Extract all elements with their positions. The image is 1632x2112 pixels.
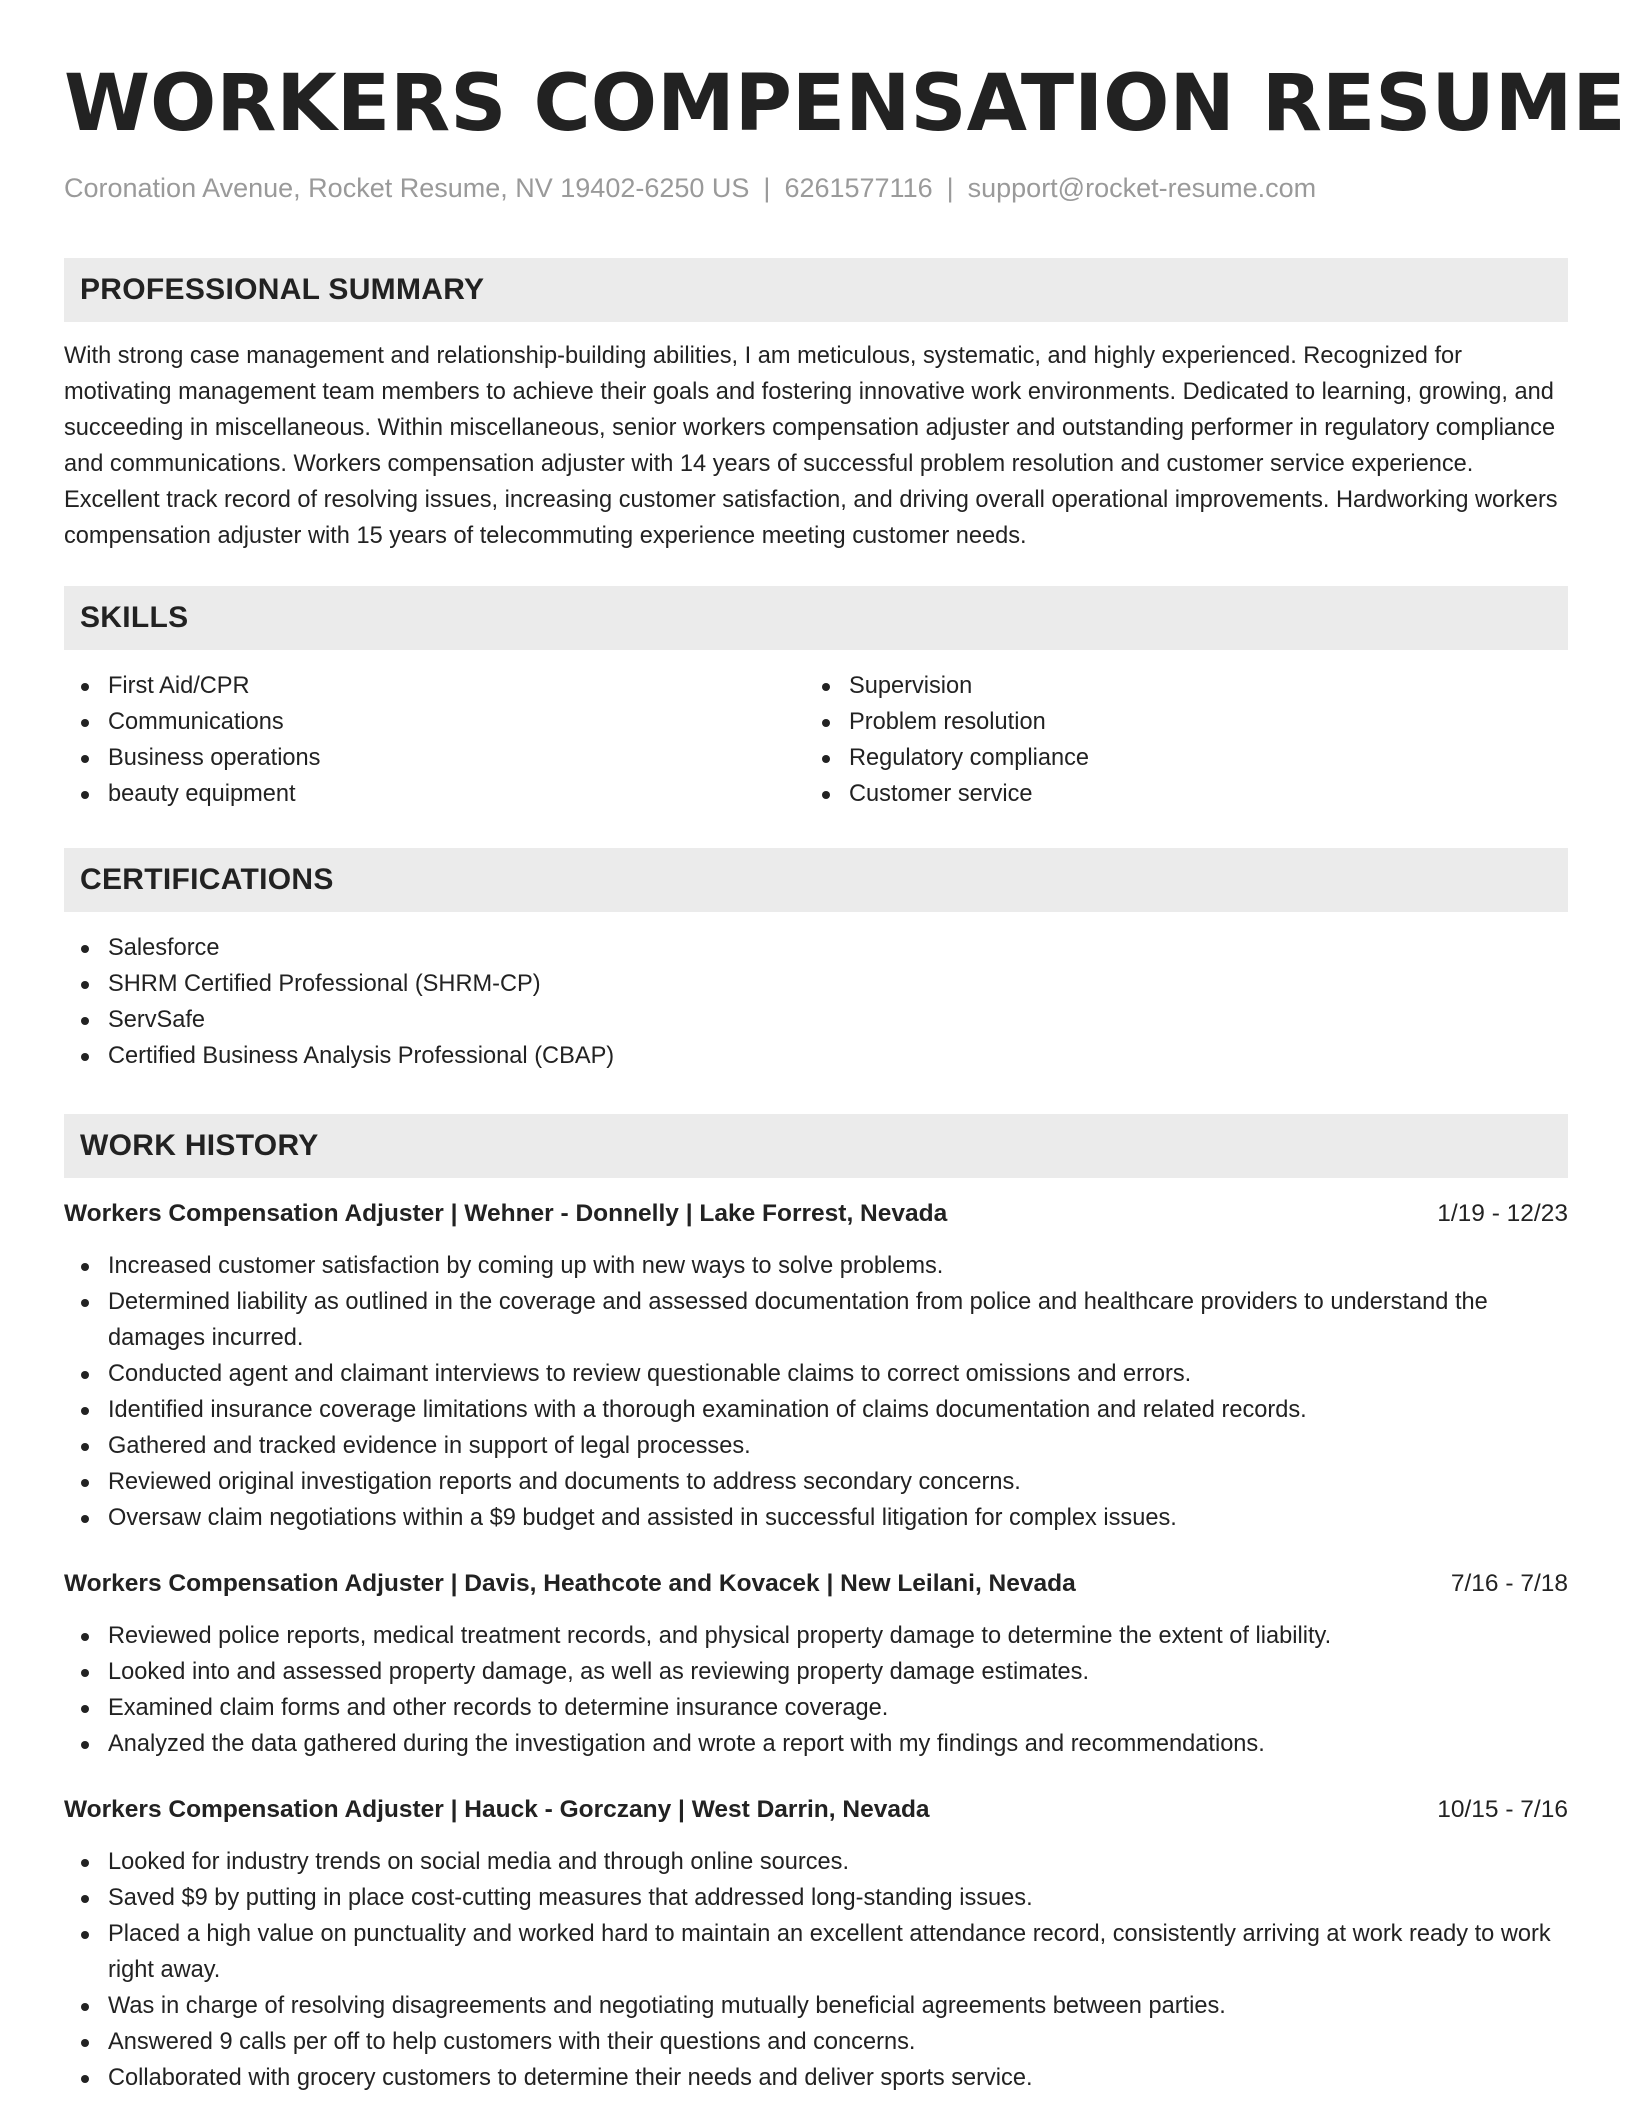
job-bullets: [64, 1618, 1568, 1762]
certification-item: Salesforce: [64, 930, 1568, 966]
job-bullet: Examined claim forms and other records to determine insurance coverage.: [64, 1690, 1568, 1726]
contact-address: Coronation Avenue, Rocket Resume, NV 19402-6250 US: [64, 173, 750, 203]
job-bullet: Saved $9 by putting in place cost-cutting measures that addressed long-standing issues.: [64, 1880, 1568, 1916]
job-bullets: [64, 1248, 1568, 1536]
job-bullet: Collaborated with grocery customers to determine their needs and deliver sports service.: [64, 2060, 1568, 2096]
resume-title: WORKERS COMPENSATION RESUME: [64, 59, 1626, 149]
contact-email: support@rocket-resume.com: [967, 173, 1317, 203]
job-header: [64, 1792, 1568, 1828]
skill-item: First Aid/CPR: [64, 668, 805, 704]
contact-line: [64, 170, 1568, 206]
job-bullet: Placed a high value on punctuality and worked hard to maintain an excellent attendance record, consistently arriving at work ready to work right away.: [64, 1916, 1568, 1988]
job-bullet: Was in charge of resolving disagreements and negotiating mutually beneficial agreements between parties.: [64, 1988, 1568, 2024]
job-bullet: Analyzed the data gathered during the investigation and wrote a report with my findings and recommendations.: [64, 1726, 1568, 1762]
job-entry: [64, 1792, 1568, 2096]
section-header-work-history: WORK HISTORY: [64, 1114, 1568, 1178]
skill-item: Problem resolution: [805, 704, 1546, 740]
job-header: [64, 1196, 1568, 1232]
job-bullet: Determined liability as outlined in the coverage and assessed documentation from police and healthcare providers to understand the damages incurred.: [64, 1284, 1568, 1356]
job-bullet: Looked into and assessed property damage, as well as reviewing property damage estimates.: [64, 1654, 1568, 1690]
job-bullet: Gathered and tracked evidence in support of legal processes.: [64, 1428, 1568, 1464]
contact-separator: |: [946, 173, 954, 203]
job-title: Workers Compensation Adjuster | Hauck - Gorczany | West Darrin, Nevada: [64, 1796, 930, 1823]
job-entry: [64, 1566, 1568, 1762]
job-bullet: Conducted agent and claimant interviews to review questionable claims to correct omissions and errors.: [64, 1356, 1568, 1392]
job-bullets: [64, 1844, 1568, 2096]
job-dates: 7/16 - 7/18: [1450, 1570, 1568, 1597]
job-title: Workers Compensation Adjuster | Davis, Heathcote and Kovacek | New Leilani, Nevada: [64, 1570, 1076, 1597]
job-bullet: Increased customer satisfaction by coming up with new ways to solve problems.: [64, 1248, 1568, 1284]
skills-list-right: [805, 668, 1546, 812]
job-entry: [64, 1196, 1568, 1536]
job-bullet: Oversaw claim negotiations within a $9 budget and assisted in successful litigation for complex issues.: [64, 1500, 1568, 1536]
certification-item: ServSafe: [64, 1002, 1568, 1038]
job-bullet: Reviewed original investigation reports and documents to address secondary concerns.: [64, 1464, 1568, 1500]
section-header-certifications: CERTIFICATIONS: [64, 848, 1568, 912]
skills-list-left: [64, 668, 805, 812]
certification-item: Certified Business Analysis Professional (CBAP): [64, 1038, 1568, 1074]
section-header-summary: PROFESSIONAL SUMMARY: [64, 258, 1568, 322]
job-dates: 1/19 - 12/23: [1437, 1200, 1568, 1227]
certifications-list: [64, 930, 1568, 1074]
contact-phone: 6261577116: [784, 173, 933, 203]
skills-grid: [64, 668, 1568, 812]
job-title: Workers Compensation Adjuster | Wehner - Donnelly | Lake Forrest, Nevada: [64, 1200, 948, 1227]
contact-separator: |: [763, 173, 771, 203]
skill-item: Communications: [64, 704, 805, 740]
skill-item: Business operations: [64, 740, 805, 776]
skill-item: Customer service: [805, 776, 1546, 812]
skill-item: Supervision: [805, 668, 1546, 704]
job-bullet: Identified insurance coverage limitations with a thorough examination of claims documentation and related records.: [64, 1392, 1568, 1428]
job-dates: 10/15 - 7/16: [1437, 1796, 1568, 1823]
skill-item: beauty equipment: [64, 776, 805, 812]
certification-item: SHRM Certified Professional (SHRM-CP): [64, 966, 1568, 1002]
job-header: [64, 1566, 1568, 1602]
skill-item: Regulatory compliance: [805, 740, 1546, 776]
summary-text: With strong case management and relationship-building abilities, I am meticulous, systematic, and highly experienced. Recognized for motivating management team members to achieve their goals and fostering innovative work environments. Dedicated to learning, growing, and succeeding in miscellaneous. Within miscellaneous, senior workers compensation adjuster and outstanding performer in regulatory compliance and communications. Workers compensation adjuster with 14 years of successful problem resolution and customer service experience. Excellent track record of resolving issues, increasing customer satisfaction, and driving overall operational improvements. Hardworking workers compensation adjuster with 15 years of telecommuting experience meeting customer needs.: [64, 343, 1558, 549]
job-bullet: Reviewed police reports, medical treatment records, and physical property damage to determine the extent of liability.: [64, 1618, 1568, 1654]
job-bullet: Looked for industry trends on social media and through online sources.: [64, 1844, 1568, 1880]
section-header-skills: SKILLS: [64, 586, 1568, 650]
job-bullet: Answered 9 calls per off to help customers with their questions and concerns.: [64, 2024, 1568, 2060]
